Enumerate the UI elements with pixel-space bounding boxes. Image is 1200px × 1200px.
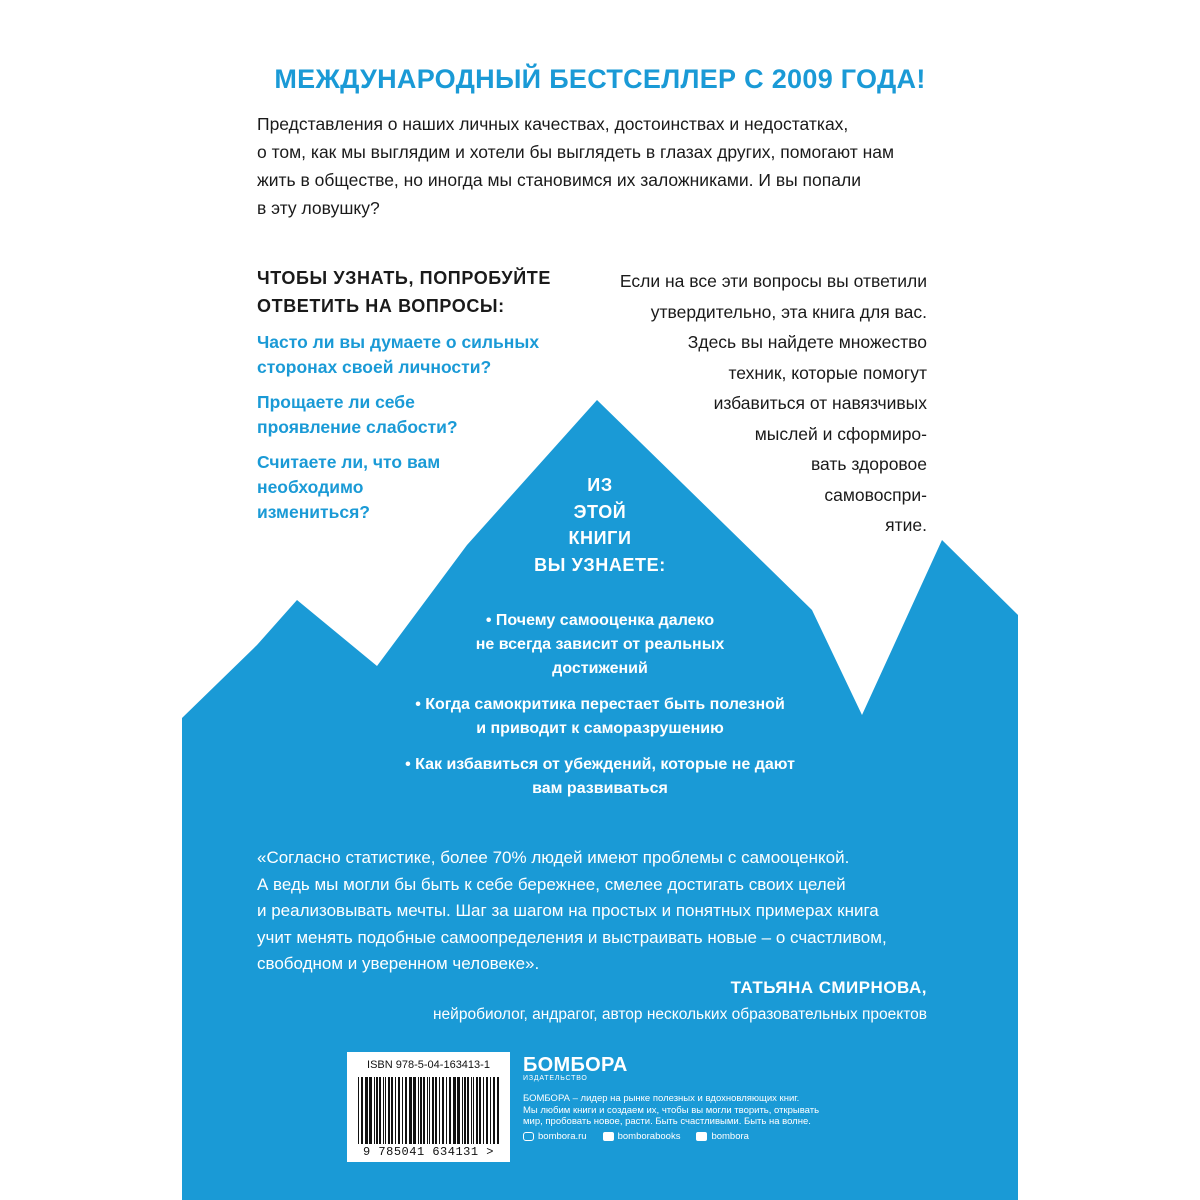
telegram-icon xyxy=(696,1132,707,1141)
barcode-bar xyxy=(471,1077,472,1144)
question-item xyxy=(257,330,539,380)
barcode-bar xyxy=(376,1077,378,1144)
bullet-line: достижений xyxy=(552,660,648,677)
social-label: bombora xyxy=(711,1131,749,1142)
barcode-bar xyxy=(418,1077,419,1144)
intro-line: Представления о наших личных качествах, достоинствах и недостатках, xyxy=(257,114,849,134)
intro-line: жить в обществе, но иногда мы становимся их заложниками. И вы попали xyxy=(257,170,861,190)
answer-line: Здесь вы найдете множество xyxy=(687,332,927,352)
question-line: сторонах своей личности? xyxy=(257,357,492,377)
barcode-bar xyxy=(490,1077,491,1144)
barcode-number: 9 785041 634131 > xyxy=(363,1145,494,1159)
question-line: Считаете ли, что вам xyxy=(257,452,441,472)
quote-line: учит менять подобные самоопределения и выстраивать новые – о счастливом, xyxy=(257,927,887,947)
barcode-bar xyxy=(429,1077,430,1144)
barcode-bar xyxy=(374,1077,375,1144)
barcode-bar xyxy=(467,1077,469,1144)
quote-author-name: ТАТЬЯНА СМИРНОВА, xyxy=(730,978,927,997)
barcode-bar xyxy=(361,1077,363,1144)
publisher-description xyxy=(523,1093,819,1128)
barcode-bar xyxy=(423,1077,425,1144)
barcode-bar xyxy=(435,1077,437,1144)
barcode-bar xyxy=(391,1077,393,1144)
bullet-line: не всегда зависит от реальных xyxy=(475,636,725,653)
barcode-bar xyxy=(385,1077,386,1144)
bullet-line: • Как избавиться от убеждений, которые не дают xyxy=(405,756,795,773)
headline: МЕЖДУНАРОДНЫЙ БЕСТСЕЛЛЕР С 2009 ГОДА! xyxy=(274,64,926,94)
question-item xyxy=(257,390,539,440)
quote-author-description: нейробиолог, андрагог, автор нескольких образовательных проектов xyxy=(432,1006,927,1023)
answer-line: мыслей и сформиро- xyxy=(754,423,927,444)
barcode-bar xyxy=(457,1077,460,1144)
barcode-bar xyxy=(427,1077,428,1144)
barcode-bar xyxy=(446,1077,447,1144)
answer-line: ятие. xyxy=(885,515,927,535)
barcode-bar xyxy=(442,1077,444,1144)
question-line: необходимо xyxy=(257,477,364,497)
barcode-bar xyxy=(479,1077,481,1144)
bullet-line: • Когда самокритика перестает быть полезной xyxy=(415,696,785,713)
bullet-line: • Почему самооценка далеко xyxy=(485,612,715,629)
isbn-text: ISBN 978-5-04-163413-1 xyxy=(367,1059,490,1071)
learn-heading-line: КНИГИ xyxy=(568,528,632,548)
publisher-line: мир, пробовать новое, расти. Быть счастливыми. Быть на волне. xyxy=(523,1116,811,1127)
bullet-item xyxy=(0,693,1200,741)
barcode-bar xyxy=(493,1077,495,1144)
barcode-bar xyxy=(388,1077,390,1144)
social-link-vk[interactable] xyxy=(603,1131,681,1142)
publisher-logo: БОМБОРА xyxy=(523,1054,628,1076)
barcode-bar xyxy=(420,1077,422,1144)
intro-paragraph xyxy=(257,110,957,222)
isbn-barcode-block xyxy=(347,1052,510,1162)
learn-heading-line: ИЗ xyxy=(587,475,613,495)
question-line: проявление слабости? xyxy=(257,417,458,437)
questions-heading-line: ЧТОБЫ УЗНАТЬ, ПОПРОБУЙТЕ xyxy=(257,268,551,288)
social-link-telegram[interactable] xyxy=(696,1131,749,1142)
bullet-line: и приводит к саморазрушению xyxy=(476,720,724,737)
barcode-bar xyxy=(395,1077,396,1144)
barcode-bar xyxy=(439,1077,440,1144)
barcode-bar xyxy=(365,1077,368,1144)
barcode-bar xyxy=(405,1077,407,1144)
instagram-icon xyxy=(523,1132,534,1141)
learn-heading-line: ВЫ УЗНАЕТЕ: xyxy=(534,554,666,575)
social-label: bomborabooks xyxy=(617,1131,681,1142)
intro-line: о том, как мы выглядим и хотели бы выглядеть в глазах других, помогают нам xyxy=(257,142,894,162)
barcode-bar xyxy=(432,1077,434,1144)
vk-icon xyxy=(603,1132,614,1141)
barcode-bar xyxy=(464,1077,466,1144)
question-line: измениться? xyxy=(257,502,370,522)
question-line: Часто ли вы думаете о сильных xyxy=(257,332,540,352)
barcode-bar xyxy=(449,1077,451,1144)
publisher-line: Мы любим книги и создаем их, чтобы вы могли творить, открывать xyxy=(523,1104,820,1116)
barcode-bar xyxy=(486,1077,488,1144)
answer-line: вать здоровое xyxy=(810,454,927,474)
barcode-bar xyxy=(358,1077,359,1144)
barcode-bar xyxy=(409,1077,412,1144)
barcode-bar xyxy=(473,1077,474,1144)
barcode-bar xyxy=(413,1077,416,1144)
barcode-bar xyxy=(453,1077,456,1144)
question-line: Прощаете ли себе xyxy=(257,392,415,412)
barcode-bar xyxy=(497,1077,499,1144)
bullet-item xyxy=(0,609,1200,681)
barcode-bar xyxy=(476,1077,478,1144)
bullet-line: вам развиваться xyxy=(532,780,668,797)
barcode-bar xyxy=(369,1077,372,1144)
intro-line: в эту ловушку? xyxy=(257,198,380,218)
answer-line: избавиться от навязчивых xyxy=(713,393,927,413)
publisher-logo-subtitle: ИЗДАТЕЛЬСТВО xyxy=(523,1075,588,1082)
quote-line: свободном и уверенном человеке». xyxy=(257,954,540,973)
learn-heading xyxy=(0,472,1200,578)
review-quote xyxy=(257,845,887,978)
learn-bullets xyxy=(0,609,1200,813)
barcode-bar xyxy=(462,1077,463,1144)
answer-line: утвердительно, эта книга для вас. xyxy=(650,301,927,322)
social-links xyxy=(523,1131,749,1142)
publisher-line: БОМБОРА – лидер на рынке полезных и вдохновляющих книг. xyxy=(523,1093,800,1104)
quote-line: А ведь мы могли бы быть к себе бережнее, смелее достигать своих целей xyxy=(257,874,846,894)
answer-line: Если на все эти вопросы вы ответили xyxy=(619,271,927,291)
barcode-bar xyxy=(483,1077,484,1144)
answer-line: техник, которые помогут xyxy=(728,362,927,383)
social-link-instagram[interactable] xyxy=(523,1131,587,1142)
answer-line: самовоспри- xyxy=(824,484,927,505)
learn-heading-line: ЭТОЙ xyxy=(573,501,627,522)
questions-heading xyxy=(257,264,551,320)
social-label: bombora.ru xyxy=(538,1131,587,1142)
quote-line: и реализовывать мечты. Шаг за шагом на простых и понятных примерах книга xyxy=(257,901,879,920)
barcode-bar xyxy=(398,1077,400,1144)
bullet-item xyxy=(0,753,1200,801)
barcode-bar xyxy=(379,1077,381,1144)
barcode-bar xyxy=(383,1077,384,1144)
barcode-icon xyxy=(356,1077,501,1144)
barcode-bar xyxy=(402,1077,403,1144)
quote-line: «Согласно статистике, более 70% людей имеют проблемы с самооценкой. xyxy=(257,848,850,867)
questions-heading-line: ОТВЕТИТЬ НА ВОПРОСЫ: xyxy=(257,296,505,316)
